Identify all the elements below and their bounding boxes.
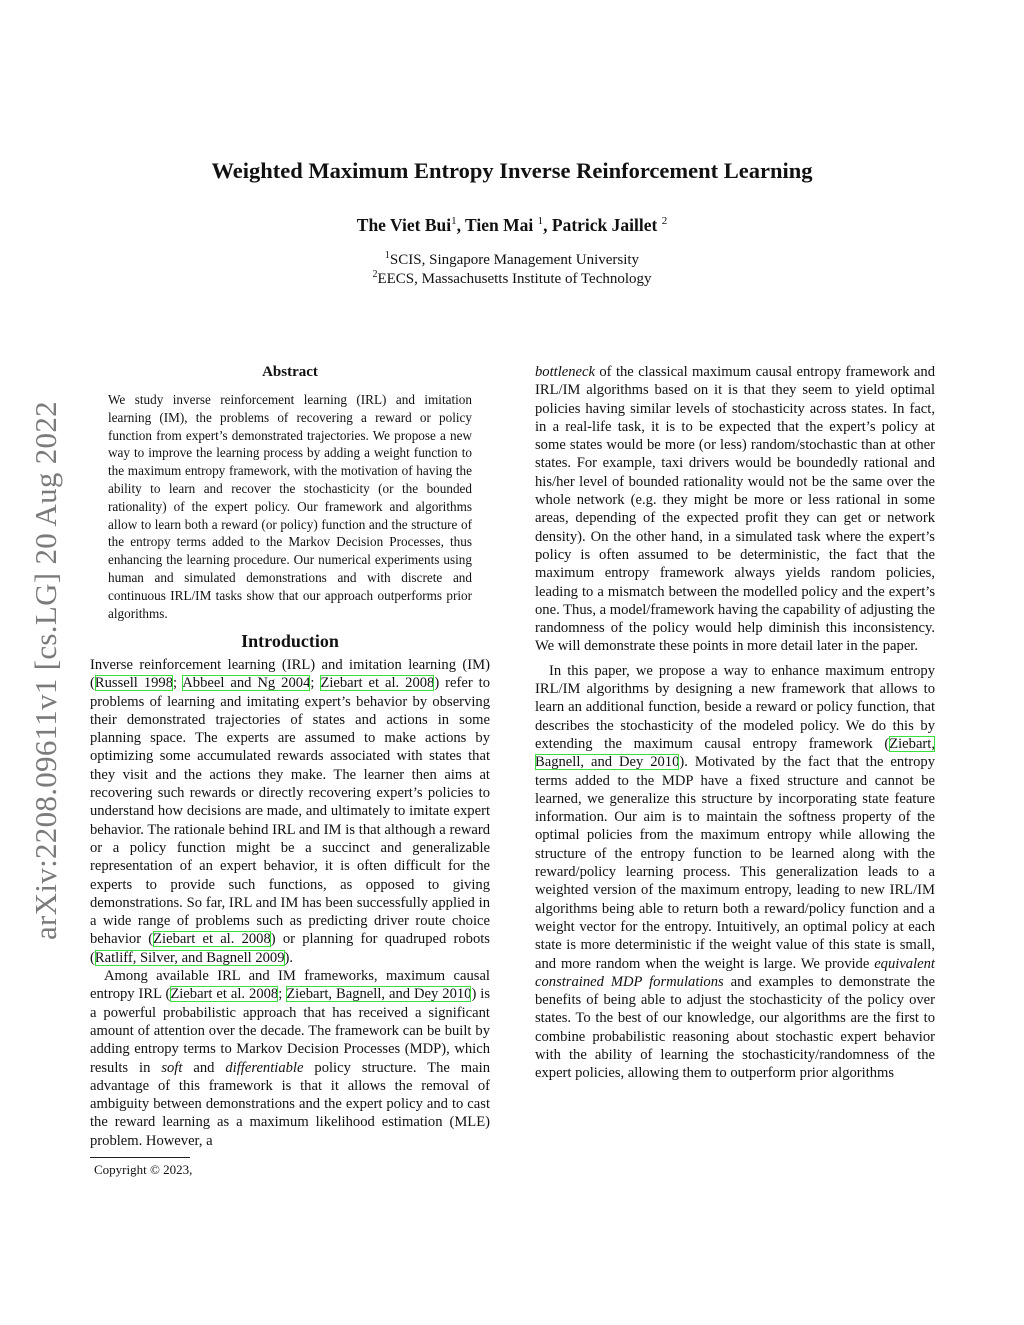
body-text: ).: [284, 949, 294, 966]
author-name: Tien Mai: [465, 215, 538, 235]
body-text: ;: [278, 986, 287, 1003]
author-separator: ,: [456, 215, 466, 235]
intro-paragraph-2-continued: [535, 363, 935, 656]
intro-paragraph-1: [90, 656, 490, 967]
arxiv-identifier[interactable]: arXiv:2208.09611v1 [cs.LG] 20 Aug 2022: [28, 401, 63, 940]
body-text: of the classical maximum causal entropy framework and IRL/IM algorithms based on it is that they seem to yield optimal policies having similar levels of stochasticity across states. In fact, in a real-life task, it is to be expected that the expert’s policy at some states would be more (or less) random/stochastic than at other states. For example, taxi drivers would be boundedly rational and his/her level of bounded rationality would not be the same over the whole network (e.g. they might be more or less rational in some areas, depending of the expected profit they can get or network density). On the other hand, in a simulated task where the expert’s policy is often assumed to be deterministic, the fact that the maximum entropy framework always yields random policies, leading to a mismatch between the modelled policy and the expert’s one. Thus, a model/framework having the capability of adjusting the randomness of the policy would help diminish this inconsistency. We will demonstrate these points in more detail later in the paper.: [535, 364, 935, 655]
affiliation-mark: 1: [384, 250, 390, 261]
citation-link[interactable]: Ziebart, Bagnell, and Dey 2010: [286, 986, 472, 1003]
body-text: and examples to demonstrate the benefits of being able to adjust the stochasticity of the policy over states. To the best of our knowledge, our algorithms are the first to combine probabilistic reasoning about stochastic expert behavior with the ability of learning the stochasticity/randomness of the expert policies, allowing them to outperform prior algorithms: [535, 973, 935, 1082]
emphasis-text: bottleneck: [535, 364, 595, 380]
body-text: policy structure. The main advantage of this framework is that it allows the removal of ambiguity between demonstrations and the expert policy and to cast the reward learning as a maximum likelihood estimation (MLE) problem. However, a: [90, 1059, 490, 1149]
citation-link[interactable]: Russell 1998: [94, 675, 174, 692]
body-text: ). Motivated by the fact that the entropy terms added to the MDP have a fixed structure and cannot be learned, we generalize this structure by incorporating state feature information. Our aim is to maintain the softness property of the optimal policies from the maximum entropy while allowing the structure of the entropy function to be learned along with the reward/policy learning process. This generalization leads to a weighted version of the maximum entropy, leading to new IRL/IM algorithms being able to return both a reward/policy function and a weight vector for the entropy. Intuitively, an optimal policy at each state is more deterministic if the weight value of this state is small, and more random when the weight is large. We provide: [535, 754, 935, 972]
emphasis-text: soft: [161, 1059, 183, 1076]
copyright-footnote: Copyright © 2023,: [94, 1162, 193, 1177]
citation-link[interactable]: Ziebart, Bagnell, and Dey 2010: [535, 735, 935, 771]
citation-link[interactable]: Ziebart et al. 2008: [153, 931, 271, 948]
body-text: ) is a powerful probabilistic approach that has received a significant amount of attention over the decade. The framework can be built by adding entropy terms to Markov Decision Processes (MDP), which results in: [90, 986, 491, 1076]
citation-link[interactable]: Ziebart et al. 2008: [170, 986, 279, 1003]
author-list: [100, 215, 924, 236]
author-affiliation-mark: 1: [451, 215, 457, 228]
intro-paragraph-3: [535, 662, 935, 1083]
affiliation: [100, 269, 924, 288]
body-text: In this paper, we propose a way to enhance maximum entropy IRL/IM algorithms by designing a new framework that allows to learn an additional function, beside a reward or policy function, that describes the stochasticity of the modeled policy. We do this by extending the maximum causal entropy framework (: [535, 662, 935, 752]
author-name: The Viet Bui: [356, 215, 452, 235]
citation-link[interactable]: Abbeel and Ng 2004: [182, 675, 311, 692]
affiliation-mark: 2: [372, 269, 378, 280]
left-column-body: [90, 656, 490, 1150]
footnote-divider: [90, 1157, 190, 1158]
introduction-heading: Introduction: [241, 631, 339, 651]
author-separator: ,: [543, 215, 552, 235]
paper-title: Weighted Maximum Entropy Inverse Reinforcement Learning: [211, 158, 813, 183]
body-text: and: [182, 1059, 226, 1076]
affiliation: [100, 250, 924, 269]
author-affiliation-mark: 1: [537, 215, 544, 228]
author-affiliation-mark: 2: [661, 215, 668, 228]
body-text: ) refer to problems of learning and imitating expert’s behavior by observing their demonstrated trajectories of states and actions in some planning space. The experts are assumed to make actions by optimizing some accumulated rewards associated with states that they visit and the actions they make. The learner then aims at recovering such rewards or directly recovering expert’s policies to understand how decisions are made, and ultimately to imitate expert behavior. The rationale behind IRL and IM is that although a reward or a policy function might be a succinct and generalizable representation of an expert behavior, it is often difficult for the experts to provide such functions, as opposed to giving demonstrations. So far, IRL and IM has been successfully applied in a wide range of problems such as predicting driver route choice behavior (: [90, 675, 491, 948]
body-text: ;: [310, 675, 321, 692]
abstract-heading: Abstract: [262, 364, 318, 380]
body-text: ;: [173, 675, 183, 692]
body-text: ) or planning for quadruped robots (: [90, 931, 490, 966]
affiliation-text: SCIS, Singapore Management University: [389, 252, 640, 268]
emphasis-text: equivalent constrained MDP formulations: [535, 955, 935, 990]
right-column-body: [535, 363, 935, 1083]
intro-paragraph-2: [90, 967, 490, 1150]
body-text: Inverse reinforcement learning (IRL) and imitation learning (IM) (: [90, 657, 490, 692]
affiliation-text: EECS, Massachusetts Institute of Technology: [377, 271, 652, 287]
citation-link[interactable]: Ratliff, Silver, and Bagnell 2009: [94, 949, 285, 966]
citation-link[interactable]: Ziebart et al. 2008: [320, 675, 435, 692]
abstract-text: We study inverse reinforcement learning (IRL) and imitation learning (IM), the problems of recovering a reward or policy function from expert’s demonstrated trajectories. We propose a new way to improve the learning process by adding a weight function to the maximum entropy framework, with the motivation of having the ability to learn and recover the stochasticity (or the bounded rationality) of the expert policy. Our framework and algorithms allow to learn both a reward (or policy) function and the structure of the entropy terms added to the Markov Decision Processes, thus enhancing the learning procedure. Our numerical experiments using human and simulated demonstrations and with discrete and continuous IRL/IM tasks show that our approach outperforms prior algorithms.: [108, 392, 472, 621]
author-name: Patrick Jaillet: [551, 215, 662, 235]
body-text: Among available IRL and IM frameworks, maximum causal entropy IRL (: [90, 968, 490, 1003]
emphasis-text: differentiable: [225, 1059, 304, 1076]
